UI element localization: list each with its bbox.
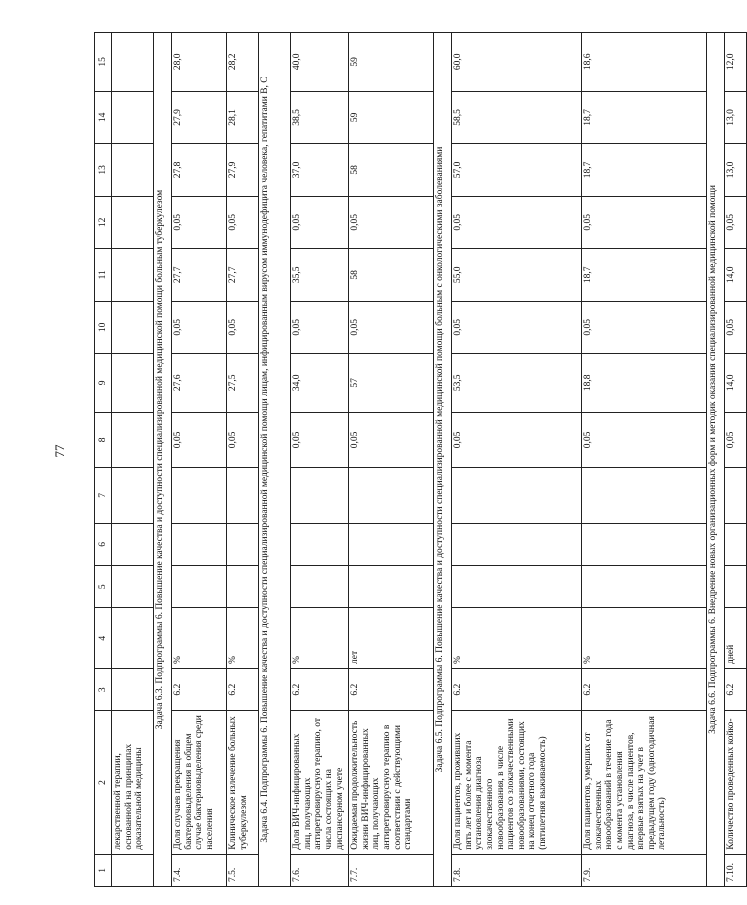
- program-code: 6.2: [452, 668, 582, 710]
- unit-cell: %: [227, 608, 259, 669]
- value-cell-c14: 59: [349, 91, 434, 143]
- indicator-name: Доля пациентов, умерших от злокачественных новообразований в течение года с момента установления диагноза, в числе пациентов, впервые взятых на учет в предыдущем году (одногодичная летальность): [582, 711, 707, 854]
- value-cell: [112, 144, 154, 196]
- indicator-name: Доля ВИЧ-инфицированных лиц, получающих антиретровирусную терапию, от числа состоящих на диспансерном учете: [291, 711, 349, 854]
- value-cell-c5: [172, 566, 227, 608]
- value-cell-c13: 18,7: [582, 144, 707, 196]
- unit-cell: лет: [349, 608, 434, 669]
- indicator-name: Клиническое излечение больных туберкулезом: [227, 711, 259, 854]
- value-cell-c10: 0,05: [725, 301, 747, 353]
- value-cell-c11: 55,0: [452, 249, 582, 301]
- value-cell-c5: [291, 566, 349, 608]
- row-number: [112, 854, 154, 886]
- table-row: [349, 33, 434, 887]
- value-cell-c13: 27,8: [172, 144, 227, 196]
- value-cell-c10: 0,05: [582, 301, 707, 353]
- value-cell-c10: 0,05: [291, 301, 349, 353]
- value-cell-c14: 27,9: [172, 91, 227, 143]
- indicators-table: [94, 32, 747, 887]
- value-cell-c9: 14,0: [725, 354, 747, 413]
- value-cell-c5: [452, 566, 582, 608]
- header-cell-12: 12: [95, 196, 112, 248]
- value-cell-c12: 0,05: [725, 196, 747, 248]
- unit-cell: %: [452, 608, 582, 669]
- value-cell-c9: 18,8: [582, 354, 707, 413]
- value-cell-c9: 57: [349, 354, 434, 413]
- header-cell-10: 10: [95, 301, 112, 353]
- unit-cell: %: [582, 608, 707, 669]
- value-cell-c12: 0,05: [227, 196, 259, 248]
- program-code: 6.2: [227, 668, 259, 710]
- value-cell-c11: 18,7: [582, 249, 707, 301]
- value-cell-c13: 57,0: [452, 144, 582, 196]
- value-cell-c14: 18,7: [582, 91, 707, 143]
- indicator-name: Количество проведенных койко-: [725, 711, 747, 854]
- value-cell-c7: [349, 468, 434, 524]
- section-title: Задача 6.6. Подпрограммы 6. Внедрение новых организационных форм и методик оказания специализированной медицинской помощи: [707, 33, 725, 887]
- value-cell-c10: 0,05: [349, 301, 434, 353]
- value-cell: [112, 468, 154, 524]
- unit-cell: %: [291, 608, 349, 669]
- value-cell-c8: 0,05: [291, 412, 349, 468]
- program-code: 6.2: [291, 668, 349, 710]
- page-number: 77: [52, 444, 67, 458]
- value-cell: [112, 566, 154, 608]
- value-cell-c11: 27,7: [172, 249, 227, 301]
- value-cell-c13: 13,0: [725, 144, 747, 196]
- value-cell-c6: [725, 523, 747, 565]
- value-cell-c9: 34,0: [291, 354, 349, 413]
- indicator-name: Ожидаемая продолжительность жизни ВИЧ-инфицированных лиц, получающих антиретровирусную терапию в соответствии с действующими стандартами: [349, 711, 434, 854]
- section-row: [707, 33, 725, 887]
- program-code: 6.2: [725, 668, 747, 710]
- value-cell-c8: 0,05: [725, 412, 747, 468]
- header-cell-9: 9: [95, 354, 112, 413]
- value-cell-c9: 27,5: [227, 354, 259, 413]
- header-cell-4: 4: [95, 608, 112, 669]
- section-row: [259, 33, 291, 887]
- header-cell-1: 1: [95, 854, 112, 886]
- value-cell-c6: [172, 523, 227, 565]
- value-cell-c11: 35,5: [291, 249, 349, 301]
- value-cell-c13: 27,9: [227, 144, 259, 196]
- value-cell-c10: 0,05: [227, 301, 259, 353]
- value-cell-c9: 27,6: [172, 354, 227, 413]
- value-cell: [112, 668, 154, 710]
- value-cell-c5: [227, 566, 259, 608]
- row-number: 7.6.: [291, 854, 349, 886]
- table-row: [227, 33, 259, 887]
- table-row: [582, 33, 707, 887]
- value-cell: [112, 33, 154, 92]
- value-cell-c11: 14,0: [725, 249, 747, 301]
- indicator-name: лекарственной терапии, основанной на принципах доказательной медицины: [112, 711, 154, 854]
- value-cell: [112, 412, 154, 468]
- value-cell-c15: 28,0: [172, 33, 227, 92]
- value-cell-c11: 58: [349, 249, 434, 301]
- program-code: 6.2: [172, 668, 227, 710]
- value-cell: [112, 354, 154, 413]
- value-cell: [112, 196, 154, 248]
- value-cell-c14: 13,0: [725, 91, 747, 143]
- value-cell-c15: 59: [349, 33, 434, 92]
- value-cell-c15: 18,6: [582, 33, 707, 92]
- section-row: [154, 33, 172, 887]
- value-cell-c6: [227, 523, 259, 565]
- section-row: [434, 33, 452, 887]
- value-cell-c7: [725, 468, 747, 524]
- value-cell: [112, 523, 154, 565]
- table-row: [452, 33, 582, 887]
- indicator-name: Доля пациентов, проживших пять лет и более с момента установления диагноза злокачественного новообразования, в числе пациентов со злокачественными новообразованиями, состоящих на конец отчетного года (пятилетняя выживаемость): [452, 711, 582, 854]
- row-number: 7.5.: [227, 854, 259, 886]
- value-cell-c12: 0,05: [172, 196, 227, 248]
- table-row: [172, 33, 227, 887]
- unit-cell: дней: [725, 608, 747, 669]
- section-title: Задача 6.3. Подпрограммы 6. Повышение качества и доступности специализированной медицинской помощи больным туберкулезом: [154, 33, 172, 887]
- value-cell-c7: [291, 468, 349, 524]
- value-cell-c13: 58: [349, 144, 434, 196]
- rotated-page-content: [94, 32, 736, 887]
- value-cell-c6: [452, 523, 582, 565]
- value-cell-c7: [227, 468, 259, 524]
- value-cell-c8: 0,05: [172, 412, 227, 468]
- row-number: 7.8.: [452, 854, 582, 886]
- value-cell-c15: 40,0: [291, 33, 349, 92]
- value-cell: [112, 608, 154, 669]
- program-code: 6.2: [582, 668, 707, 710]
- row-number: 7.7.: [349, 854, 434, 886]
- value-cell-c8: 0,05: [452, 412, 582, 468]
- value-cell: [112, 301, 154, 353]
- continuation-row: [112, 33, 154, 887]
- header-cell-3: 3: [95, 668, 112, 710]
- header-cell-14: 14: [95, 91, 112, 143]
- value-cell-c13: 37,0: [291, 144, 349, 196]
- value-cell-c10: 0,05: [172, 301, 227, 353]
- value-cell: [112, 91, 154, 143]
- section-title: Задача 6.4. Подпрограммы 6. Повышение качества и доступности специализированной медицинской помощи лицам, инфицированным вирусом иммунодефицита человека, гепатитами В, С: [259, 33, 291, 887]
- value-cell-c6: [291, 523, 349, 565]
- value-cell-c6: [582, 523, 707, 565]
- value-cell-c12: 0,05: [582, 196, 707, 248]
- value-cell-c15: 12,0: [725, 33, 747, 92]
- row-number: 7.4.: [172, 854, 227, 886]
- value-cell-c8: 0,05: [349, 412, 434, 468]
- value-cell-c12: 0,05: [452, 196, 582, 248]
- row-number: 7.9.: [582, 854, 707, 886]
- value-cell-c14: 58,5: [452, 91, 582, 143]
- value-cell-c7: [172, 468, 227, 524]
- value-cell-c7: [582, 468, 707, 524]
- value-cell-c8: 0,05: [582, 412, 707, 468]
- value-cell-c5: [582, 566, 707, 608]
- table-row: [725, 33, 747, 887]
- section-title: Задача 6.5. Подпрограммы 6. Повышение качества и доступности специализированной медицинской помощи больным с онкологическими заболеваниями: [434, 33, 452, 887]
- value-cell-c12: 0,05: [291, 196, 349, 248]
- value-cell: [112, 249, 154, 301]
- value-cell-c9: 53,5: [452, 354, 582, 413]
- row-number: 7.10.: [725, 854, 747, 886]
- value-cell-c5: [349, 566, 434, 608]
- header-cell-5: 5: [95, 566, 112, 608]
- unit-cell: %: [172, 608, 227, 669]
- header-cell-8: 8: [95, 412, 112, 468]
- header-row: [95, 33, 112, 887]
- header-cell-13: 13: [95, 144, 112, 196]
- header-cell-7: 7: [95, 468, 112, 524]
- value-cell-c11: 27,7: [227, 249, 259, 301]
- value-cell-c12: 0,05: [349, 196, 434, 248]
- table-row: [291, 33, 349, 887]
- value-cell-c7: [452, 468, 582, 524]
- value-cell-c15: 28,2: [227, 33, 259, 92]
- value-cell-c15: 60,0: [452, 33, 582, 92]
- header-cell-6: 6: [95, 523, 112, 565]
- value-cell-c6: [349, 523, 434, 565]
- indicator-name: Доля случаев прекращения бактериовыделения в общем случае бактериовыделения среди населения: [172, 711, 227, 854]
- value-cell-c5: [725, 566, 747, 608]
- value-cell-c8: 0,05: [227, 412, 259, 468]
- header-cell-15: 15: [95, 33, 112, 92]
- value-cell-c10: 0,05: [452, 301, 582, 353]
- header-cell-11: 11: [95, 249, 112, 301]
- header-cell-2: 2: [95, 711, 112, 854]
- program-code: 6.2: [349, 668, 434, 710]
- value-cell-c14: 38,5: [291, 91, 349, 143]
- value-cell-c14: 28,1: [227, 91, 259, 143]
